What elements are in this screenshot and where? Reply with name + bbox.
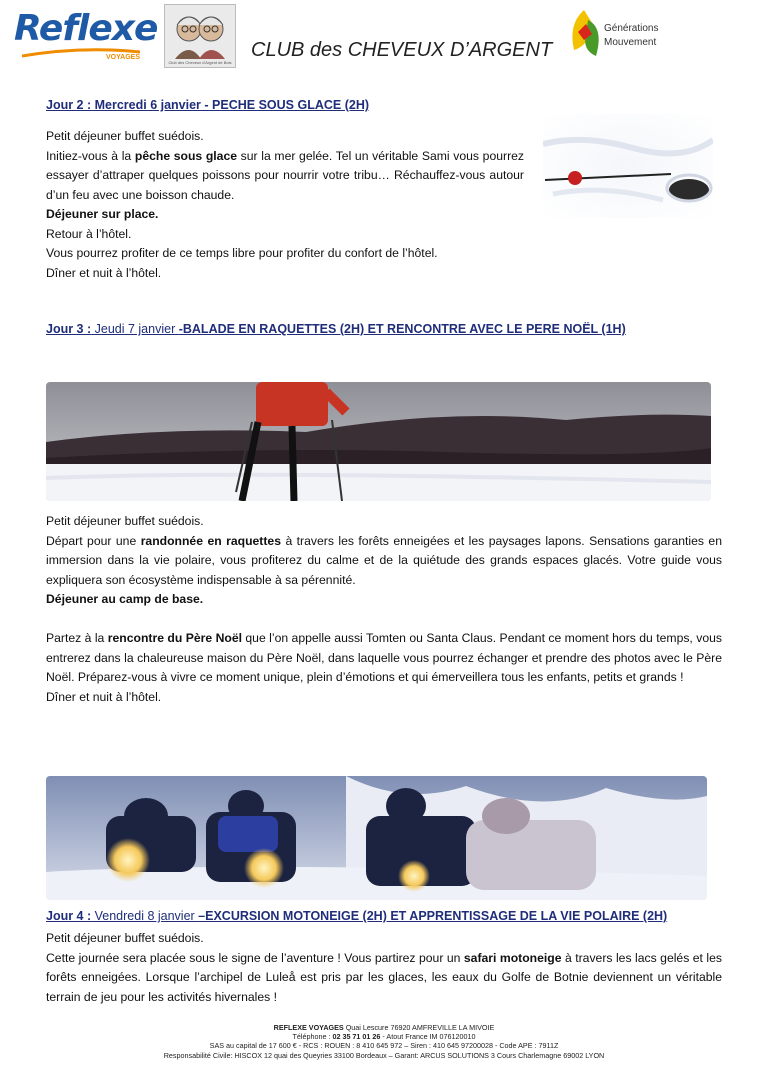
club-logo [164, 4, 236, 68]
footer-line-2 [0, 1032, 768, 1041]
day4-text-part: à travers les lacs gelés et les forêts enneigées. Lorsque l’archipel de Luleå est pris par les glaces, les eaux du Golfe de Botnie deviennent un véritable terrain de jeu pour les activités hivernales ! [46, 950, 722, 1004]
day3-text-part: que l’on appelle aussi Tomten ou Santa Claus. Pendant ce moment hors du temps, vous entrerez dans la chaleureuse maison du Père Noël, dans laquelle vous pourrez échanger et prendre des photos avec le Père Noël. Préparez-vous à vivre ce moment unique, plein d’émotions et qui émerveillera tous les enfants, petits et grands ! [46, 631, 722, 684]
day3-line: Dîner et nuit à l’hôtel. [46, 689, 162, 704]
day3-date: Jeudi 7 janvier [91, 322, 179, 336]
footer-phone-prefix: Téléphone : [292, 1032, 333, 1042]
day4-date: Vendredi 8 janvier [91, 909, 199, 923]
day3-bold-line: Déjeuner au camp de base. [46, 592, 204, 606]
generations-mouvement-logo [566, 6, 666, 64]
day2-label: Jour 2 : Mercredi 6 janvier - [46, 98, 213, 112]
day2-line [46, 205, 524, 225]
day4-text-part: Cette journée sera placée sous le signe de l’aventure ! Vous partirez pour un [46, 950, 464, 965]
day4-title: –EXCURSION MOTONEIGE (2H) ET APPRENTISSAGE DE LA VIE POLAIRE (2H) [198, 909, 668, 923]
logo-right-line2: Mouvement [604, 37, 657, 48]
footer-phone-suffix: - Atout France IM 076120010 [380, 1032, 476, 1042]
footer-line-4: Responsabilité Civile: HISCOX 12 quai des Queyries 33100 Bordeaux – Garant: ARCUS SOLUTIONS 3 Cours Charlemagne 69002 LYON [163, 1050, 605, 1060]
day3-bold: randonnée en raquettes [140, 533, 281, 548]
day2-line: Vous pourrez profiter de ce temps libre pour profiter du confort de l’hôtel. [46, 246, 438, 260]
day3-text-part: Départ pour une [46, 533, 141, 548]
day3-heading [46, 322, 626, 336]
day4-label: Jour 4 : [46, 909, 92, 923]
reflexe-logo-sub: VOYAGES [106, 54, 140, 61]
day3-bold: rencontre du Père Noël [107, 631, 242, 645]
day3-label: Jour 3 : [46, 322, 92, 336]
footer-phone: 02 35 71 01 26 [332, 1032, 381, 1042]
day2-line: Petit déjeuner buffet suédois. [46, 129, 204, 143]
day3-title: -BALADE EN RAQUETTES (2H) ET RENCONTRE AVEC LE PERE NOËL (1H) [178, 322, 626, 336]
day3-text-part: Partez à la [46, 631, 108, 645]
reflexe-logo-text: Reflexe [14, 8, 158, 49]
day4-text [46, 929, 722, 1007]
ice-fishing-photo [543, 114, 713, 218]
footer-line-1 [0, 1023, 768, 1032]
generations-leaf-icon [566, 6, 606, 64]
day2-line: Dîner et nuit à l’hôtel. [46, 265, 162, 280]
day2-paragraph [46, 147, 524, 206]
club-logo-caption: Club des Cheveux d'Argent de Bois [168, 60, 232, 65]
day4-heading [46, 909, 667, 923]
day2-text-part: sur la mer gelée. Tel un véritable Sami vous pourrez essayer d’attraper quelques poissons pour nourrir votre tribu… Réchauffez-vous autour d’un feu avec une boisson chaude. [46, 148, 525, 202]
footer [0, 1023, 768, 1060]
day3-line: Petit déjeuner buffet suédois. [46, 514, 204, 528]
day2-line: Retour à l’hôtel. [46, 226, 132, 241]
day4-bold: safari motoneige [463, 950, 562, 965]
day3-paragraph [46, 629, 722, 688]
day3-line [46, 590, 722, 610]
footer-address: Quai Lescure 76920 AMFREVILLE LA MIVOIE [343, 1023, 495, 1032]
footer-line-3: SAS au capital de 17 600 € - RCS : ROUEN : 8 410 645 972 – Siren : 410 645 97200028 - Code APE : 7911Z [209, 1041, 559, 1051]
snowshoe-photo [46, 382, 711, 501]
day2-text [46, 127, 524, 283]
day2-text-part: Initiez-vous à la [46, 148, 135, 163]
reflexe-logo [14, 8, 158, 64]
day3-paragraph [46, 532, 722, 591]
elderly-couple-icon [165, 5, 235, 59]
spacer [46, 610, 722, 630]
day2-title: PECHE SOUS GLACE (2H) [212, 98, 370, 112]
page-title: CLUB des CHEVEUX D’ARGENT [251, 39, 553, 61]
day4-paragraph [46, 949, 722, 1008]
day2-heading [46, 98, 369, 112]
day4-line: Petit déjeuner buffet suédois. [46, 931, 204, 945]
day3-text [46, 512, 722, 707]
day2-bold-line: Déjeuner sur place. [46, 207, 159, 221]
snowmobile-photo [46, 776, 707, 900]
logo-right-line1: Générations [604, 23, 659, 34]
day2-bold: pêche sous glace [134, 148, 238, 163]
day3-text-part: à travers les forêts enneigées et les paysages lapons. Sensations garanties en immersion dans la vie polaire, vous profiterez du calme et de la quiétude des grands espaces glacés. Votre guide vous expliquera son écosystème indispensable à sa pérennité. [46, 533, 722, 587]
footer-company: REFLEXE VOYAGES [273, 1023, 344, 1032]
